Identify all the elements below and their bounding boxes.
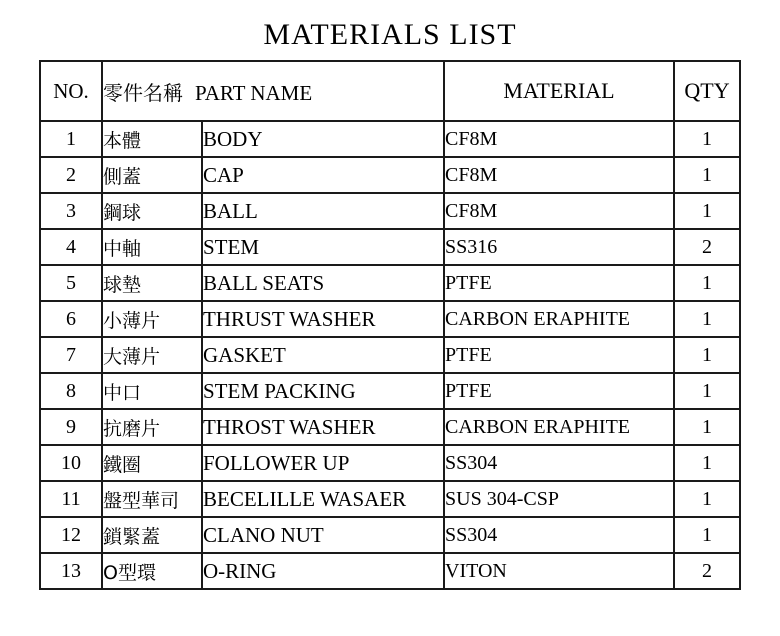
cell-no: 8 <box>40 373 102 409</box>
cell-qty: 2 <box>674 553 740 589</box>
cell-name-zh: 小薄片 <box>102 301 202 337</box>
cell-name-zh: 中口 <box>102 373 202 409</box>
cell-qty: 1 <box>674 157 740 193</box>
cell-name-zh: 大薄片 <box>102 337 202 373</box>
table-row <box>40 265 740 301</box>
table-row <box>40 229 740 265</box>
cell-material: CF8M <box>444 121 674 157</box>
cell-material: PTFE <box>444 373 674 409</box>
cell-material: SS316 <box>444 229 674 265</box>
cell-qty: 1 <box>674 445 740 481</box>
cell-name-zh: 本體 <box>102 121 202 157</box>
cell-name-en: FOLLOWER UP <box>202 445 444 481</box>
cell-name-zh: 球墊 <box>102 265 202 301</box>
cell-name-en: CLANO NUT <box>202 517 444 553</box>
cell-material: PTFE <box>444 265 674 301</box>
cell-no: 9 <box>40 409 102 445</box>
cell-name-en: BODY <box>202 121 444 157</box>
cell-name-zh: 鐵圈 <box>102 445 202 481</box>
header-qty: QTY <box>674 61 740 121</box>
cell-qty: 1 <box>674 373 740 409</box>
cell-no: 12 <box>40 517 102 553</box>
cell-name-zh: 盤型華司 <box>102 481 202 517</box>
cell-name-zh: 鎖緊蓋 <box>102 517 202 553</box>
table-row <box>40 157 740 193</box>
table-header-row <box>40 61 740 121</box>
cell-name-zh: 側蓋 <box>102 157 202 193</box>
cell-name-zh: O型環 <box>102 553 202 589</box>
cell-qty: 1 <box>674 121 740 157</box>
cell-material: CF8M <box>444 157 674 193</box>
cell-qty: 1 <box>674 337 740 373</box>
cell-no: 1 <box>40 121 102 157</box>
cell-material: VITON <box>444 553 674 589</box>
cell-no: 10 <box>40 445 102 481</box>
table-row <box>40 337 740 373</box>
cell-no: 4 <box>40 229 102 265</box>
cell-no: 6 <box>40 301 102 337</box>
cell-name-en: O-RING <box>202 553 444 589</box>
cell-no: 7 <box>40 337 102 373</box>
header-no: NO. <box>40 61 102 121</box>
cell-name-en: CAP <box>202 157 444 193</box>
table-row <box>40 373 740 409</box>
cell-material: CF8M <box>444 193 674 229</box>
cell-material: CARBON ERAPHITE <box>444 409 674 445</box>
materials-table <box>39 60 741 590</box>
cell-name-en: THROST WASHER <box>202 409 444 445</box>
cell-material: SS304 <box>444 445 674 481</box>
cell-no: 5 <box>40 265 102 301</box>
table-row <box>40 121 740 157</box>
cell-material: SUS 304-CSP <box>444 481 674 517</box>
cell-qty: 2 <box>674 229 740 265</box>
header-part-name <box>102 61 444 121</box>
table-row <box>40 553 740 589</box>
table-row <box>40 193 740 229</box>
cell-no: 3 <box>40 193 102 229</box>
table-row <box>40 481 740 517</box>
cell-name-en: STEM <box>202 229 444 265</box>
page-title: MATERIALS LIST <box>263 18 517 51</box>
header-part-name-en: PART NAME <box>194 80 313 105</box>
cell-name-en: BALL <box>202 193 444 229</box>
cell-qty: 1 <box>674 193 740 229</box>
cell-name-en: GASKET <box>202 337 444 373</box>
cell-name-en: STEM PACKING <box>202 373 444 409</box>
table-row <box>40 409 740 445</box>
cell-name-zh: 抗磨片 <box>102 409 202 445</box>
cell-no: 2 <box>40 157 102 193</box>
cell-name-en: BALL SEATS <box>202 265 444 301</box>
table-row <box>40 517 740 553</box>
cell-qty: 1 <box>674 409 740 445</box>
table-row <box>40 445 740 481</box>
cell-qty: 1 <box>674 265 740 301</box>
cell-qty: 1 <box>674 481 740 517</box>
header-material: MATERIAL <box>444 61 674 121</box>
cell-name-zh: 鋼球 <box>102 193 202 229</box>
cell-material: CARBON ERAPHITE <box>444 301 674 337</box>
table-row <box>40 301 740 337</box>
cell-no: 13 <box>40 553 102 589</box>
cell-name-en: THRUST WASHER <box>202 301 444 337</box>
cell-name-zh: 中軸 <box>102 229 202 265</box>
table-body <box>40 121 740 589</box>
cell-material: PTFE <box>444 337 674 373</box>
cell-material: SS304 <box>444 517 674 553</box>
header-part-name-zh: 零件名稱 <box>102 80 183 105</box>
cell-no: 11 <box>40 481 102 517</box>
cell-name-en: BECELILLE WASAER <box>202 481 444 517</box>
cell-qty: 1 <box>674 517 740 553</box>
cell-qty: 1 <box>674 301 740 337</box>
